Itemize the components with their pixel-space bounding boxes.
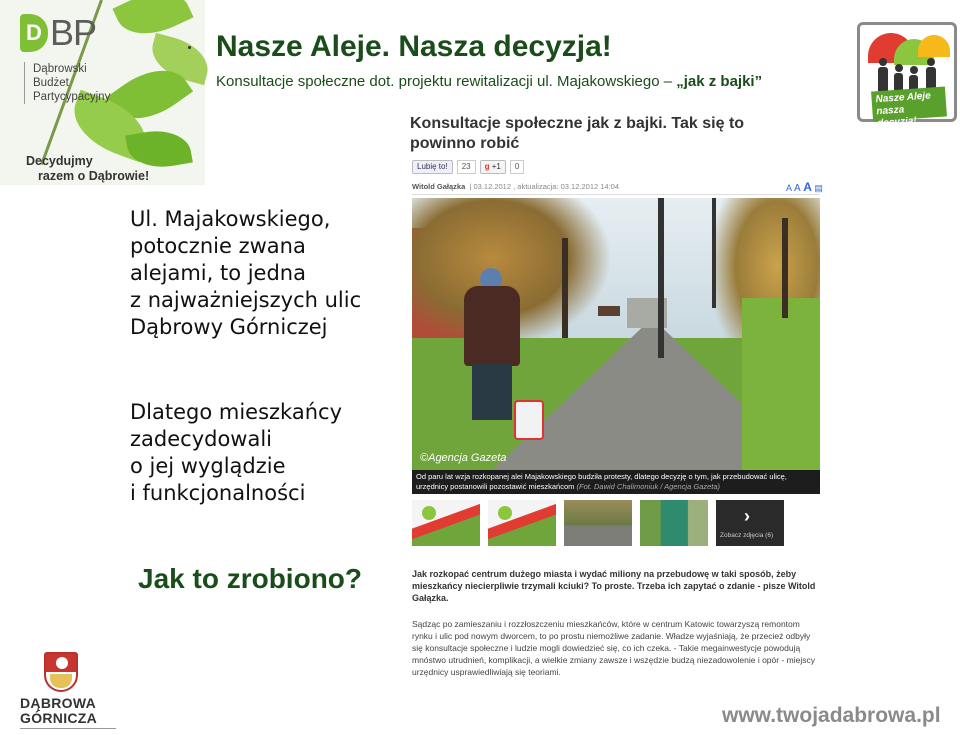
thumbnail[interactable] [564, 500, 632, 546]
person-icon [894, 73, 903, 91]
eagle-icon [56, 657, 68, 669]
dbp-subtitle-line: Partycypacyjny [33, 91, 111, 103]
text-line: z najważniejszych ulic [130, 288, 362, 312]
photo-person [454, 268, 530, 418]
divider [412, 194, 820, 195]
family-icon [874, 55, 944, 91]
article-author[interactable]: Witold Gałązka [412, 182, 466, 191]
photo-bench [598, 306, 620, 316]
nasze-aleje-logo [857, 22, 957, 130]
article-screenshot [408, 110, 824, 685]
photo-lamp-pole [658, 198, 664, 358]
bullet-dot [188, 46, 191, 49]
font-size-controls [786, 180, 823, 194]
website-url[interactable]: www.twojadabrowa.pl [722, 704, 941, 727]
photo-tree-trunk [782, 218, 788, 318]
dbp-branding [0, 0, 205, 185]
slogan-line: razem o Dąbrowie! [38, 169, 150, 183]
photo-thumbnails [412, 500, 820, 546]
slogan-line: Decydujmy [26, 154, 93, 168]
caption-text: Od paru lat wzja rozkopanej alei Majakowskiego budziła protesty, dlatego decyzję o tym, jak przebudować ulicę, urzędnicy postanowili pozostawić mieszkańcom [416, 472, 787, 491]
photo-person-legs [472, 364, 512, 420]
text-line: zadecydowali [130, 427, 273, 451]
caption-credit: (Fot. Dawid Chalimoniuk / Agencja Gazeta) [576, 482, 721, 491]
text-line: i funkcjonalności [130, 481, 306, 505]
photo-bag [514, 400, 544, 440]
thumbnail[interactable] [640, 500, 708, 546]
google-plus-icon: g [484, 162, 490, 171]
text-line: Dąbrowy Górniczej [130, 315, 328, 339]
text-line: alejami, to jedna [130, 261, 306, 285]
photo-lamp-pole [712, 198, 716, 308]
logo-badge-line: Nasze Aleje [875, 90, 932, 106]
dbp-logo [20, 14, 96, 52]
text-line: o jej wyglądzie [130, 454, 286, 478]
social-buttons [412, 160, 524, 174]
google-plus-label: +1 [491, 162, 501, 171]
article-title[interactable]: Konsultacje społeczne jak z bajki. Tak się to powinno robić [410, 115, 745, 152]
print-icon[interactable]: ▤ [814, 183, 823, 193]
like-count: 23 [457, 160, 476, 174]
google-plus-button[interactable] [480, 160, 506, 174]
section-question: Jak to zrobiono? [138, 563, 362, 594]
city-name [20, 696, 97, 726]
more-photos-label: Zobacz zdjęcia (6) [720, 532, 774, 539]
article-byline: Witold Gałązka | 03.12.2012 , aktualizacja: 03.12.2012 14:04 [412, 182, 620, 191]
photo-watermark: ©Agencja Gazeta [420, 452, 507, 464]
article-photo[interactable] [412, 198, 820, 470]
dbp-logo-letters: BP [50, 12, 97, 53]
coat-of-arms-icon [44, 652, 78, 692]
slogan [26, 154, 149, 184]
logo-badge-line: nasza decyzja! [876, 104, 918, 130]
intro-paragraph [130, 206, 361, 341]
logo-badge [871, 86, 947, 130]
dbp-subtitle-line: Budżet [33, 77, 69, 89]
photo-caption [412, 470, 820, 494]
thumbnail[interactable] [412, 500, 480, 546]
article-date: 03.12.2012 , aktualizacja: 03.12.2012 14:04 [473, 182, 620, 191]
plus-count: 0 [510, 160, 524, 174]
article-body: Sądząc po zamieszaniu i rozzłoszczeniu mieszkańców, które w centrum Katowic towarzyszą remontom rynku i ulic pod nowym dworcem, to po prostu niemożliwe zadanie. Władze wyjaśniają, że przecież odbyły się konsultacje społeczne i ludzie mogli dowiedzieć się, co ich czeka. - Takie megainwestycje powodują mnóstwo utrudnień, komplikacji, a wielkie zmiany zawsze i wszędzie budzą niezadowolenie i opór - miejscy urzędnicy usprawiedliwiają się teoriami. [412, 619, 815, 677]
page-subtitle [216, 73, 762, 90]
chevron-right-icon: › [744, 506, 750, 526]
city-name-line: GÓRNICZA [20, 710, 98, 726]
font-large-button[interactable]: A [803, 180, 812, 194]
text-line: Dlatego mieszkańcy [130, 400, 342, 424]
city-name-line: DĄBROWA [20, 695, 96, 711]
subtitle-bold: „jak z bajki” [676, 73, 763, 90]
photo-grass [742, 298, 820, 470]
dbp-logo-initial: D [20, 14, 48, 52]
person-icon [878, 67, 888, 91]
logo-arc-yellow [918, 35, 950, 57]
font-small-button[interactable]: A [786, 183, 792, 193]
dbp-subtitle [24, 62, 110, 104]
coat-of-arms-bottom [50, 674, 72, 688]
facebook-like-button[interactable]: Lubię to! [412, 160, 453, 174]
decision-paragraph [130, 399, 342, 507]
page-title: Nasze Aleje. Nasza decyzja! [216, 30, 612, 63]
more-photos-button[interactable] [716, 500, 784, 546]
dbp-subtitle-line: Dąbrowski [33, 63, 87, 75]
photo-tree-trunk [562, 238, 568, 338]
font-medium-button[interactable]: A [794, 183, 801, 194]
subtitle-text: Konsultacje społeczne dot. projektu rewitalizacji ul. Majakowskiego – [216, 73, 677, 90]
dabrowa-gornicza-logo [20, 650, 120, 732]
photo-person-body [464, 286, 520, 366]
thumbnail[interactable] [488, 500, 556, 546]
article-lead: Jak rozkopać centrum dużego miasta i wydać miliony na przebudowę w taki sposób, żeby mieszkańcy niecierpliwie trzymali kciuki? To proste. Trzeba ich zapytać o zdanie - pisze Witold Gałązka. [412, 569, 816, 603]
text-line: Ul. Majakowskiego, [130, 207, 331, 231]
text-line: potocznie zwana [130, 234, 306, 258]
divider [20, 728, 116, 729]
